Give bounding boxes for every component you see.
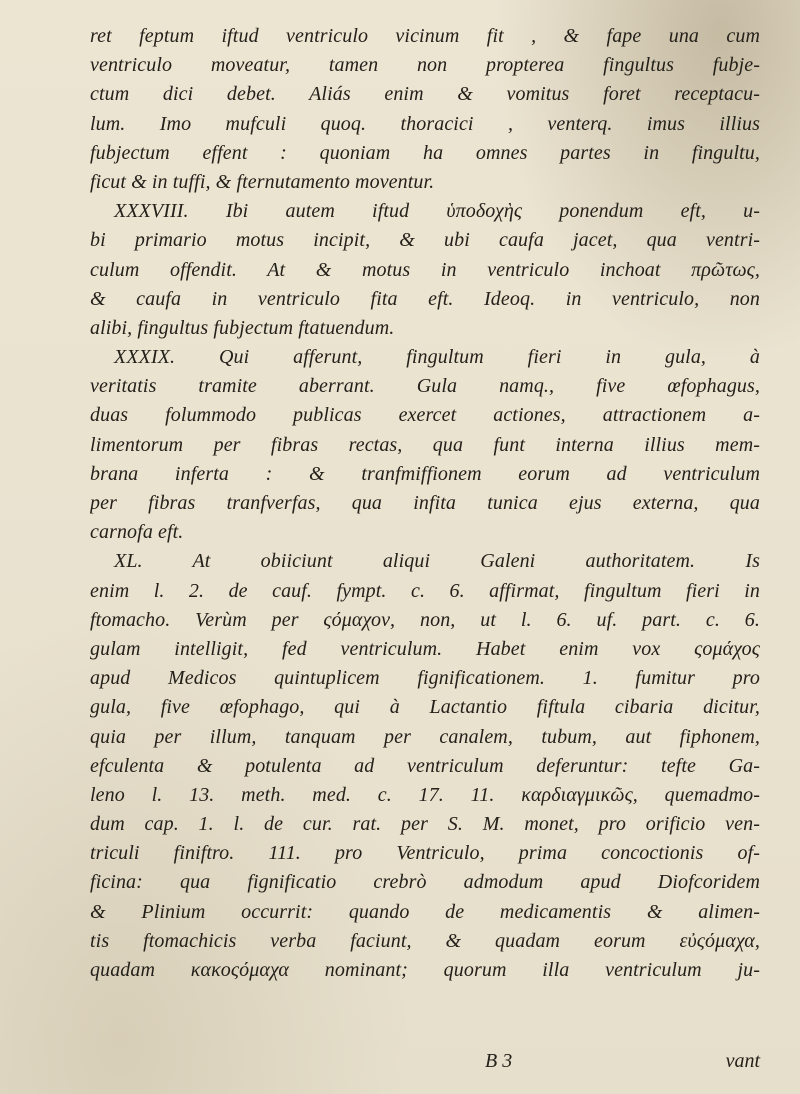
text-line: veritatis tramite aberrant. Gula namq., five œfophagus, — [90, 375, 760, 398]
catchword: vant — [725, 1050, 760, 1072]
text-line: enim l. 2. de cauf. fympt. c. 6. affirmat, fingultum fieri in — [90, 579, 760, 602]
text-line: culum offendit. At & motus in ventriculo inchoat πρῶτως, — [90, 258, 760, 281]
text-line: alibi, fingultus fubjectum ftatuendum. — [90, 316, 395, 339]
text-line: ctum dici debet. Aliás enim & vomitus foret receptacu- — [90, 83, 760, 106]
text-line: & caufa in ventriculo fita eft. Ideoq. in ventriculo, non — [90, 287, 760, 310]
text-line: per fibras tranfverfas, qua infita tunica ejus externa, qua — [90, 492, 760, 514]
text-line: quia per illum, tanquam per canalem, tubum, aut fiphonem, — [90, 725, 760, 748]
page-footer — [90, 1050, 760, 1080]
text-line: gula, five œfophago, qui à Lactantio fiftula cibaria dicitur, — [90, 696, 760, 719]
section-heading-line: XXXIX. Qui afferunt, fingultum fieri in gula, à — [114, 346, 760, 369]
text-line: ficina: qua fignificatio crebrò admodum apud Diofcoridem — [90, 871, 760, 894]
text-line: limentorum per fibras rectas, qua funt interna illius mem- — [90, 433, 760, 456]
text-line: ficut & in tuffi, & fternutamento moventur. — [90, 170, 435, 193]
text-line: apud Medicos quintuplicem fignificationem. 1. fumitur pro — [90, 667, 760, 690]
text-line: fubjectum effent : quoniam ha omnes partes in fingultu, — [90, 141, 760, 164]
text-line: duas folummodo publicas exercet actiones, attractionem a- — [90, 404, 760, 427]
text-line: ftomacho. Verùm per ςόμαχον, non, ut l. 6. uf. part. c. 6. — [90, 608, 760, 631]
text-line: dum cap. 1. l. de cur. rat. per S. M. monet, pro orificio ven- — [90, 813, 760, 836]
text-line: brana inferta : & tranfmiffionem eorum ad ventriculum — [90, 462, 760, 485]
text-line: bi primario motus incipit, & ubi caufa jacet, qua ventri- — [90, 229, 760, 252]
text-line: ventriculo moveatur, tamen non propterea fingultus fubje- — [90, 54, 760, 77]
text-line: ret feptum iftud ventriculo vicinum fit , & fape una cum — [90, 25, 760, 47]
text-line: leno l. 13. meth. med. c. 17. 11. καρδιαγμικῶς, quemadmo- — [90, 783, 760, 806]
text-line: lum. Imo mufculi quoq. thoracici , venterq. imus illius — [90, 112, 760, 135]
text-line: carnofa eft. — [90, 521, 184, 544]
body-text — [90, 22, 760, 985]
text-line: tis ftomachicis verba faciunt, & quadam eorum εὐςόμαχα, — [90, 929, 760, 952]
section-heading-line: XXXVIII. Ibi autem iftud ὑποδοχὴς ponendum eft, u- — [114, 200, 760, 223]
text-line: quadam κακοςόμαχα nominant; quorum illa ventriculum ju- — [90, 959, 760, 981]
text-line: & Plinium occurrit: quando de medicamentis & alimen- — [90, 900, 760, 923]
text-line: gulam intelligit, fed ventriculum. Habet enim vox ςομάχος — [90, 637, 760, 660]
text-line: triculi finiftro. 111. pro Ventriculo, prima concoctionis of- — [90, 842, 760, 865]
section-heading-line: XL. At obiiciunt aliqui Galeni authoritatem. Is — [114, 550, 760, 573]
text-line: efculenta & potulenta ad ventriculum deferuntur: tefte Ga- — [90, 754, 760, 777]
signature-mark: B 3 — [485, 1050, 513, 1072]
